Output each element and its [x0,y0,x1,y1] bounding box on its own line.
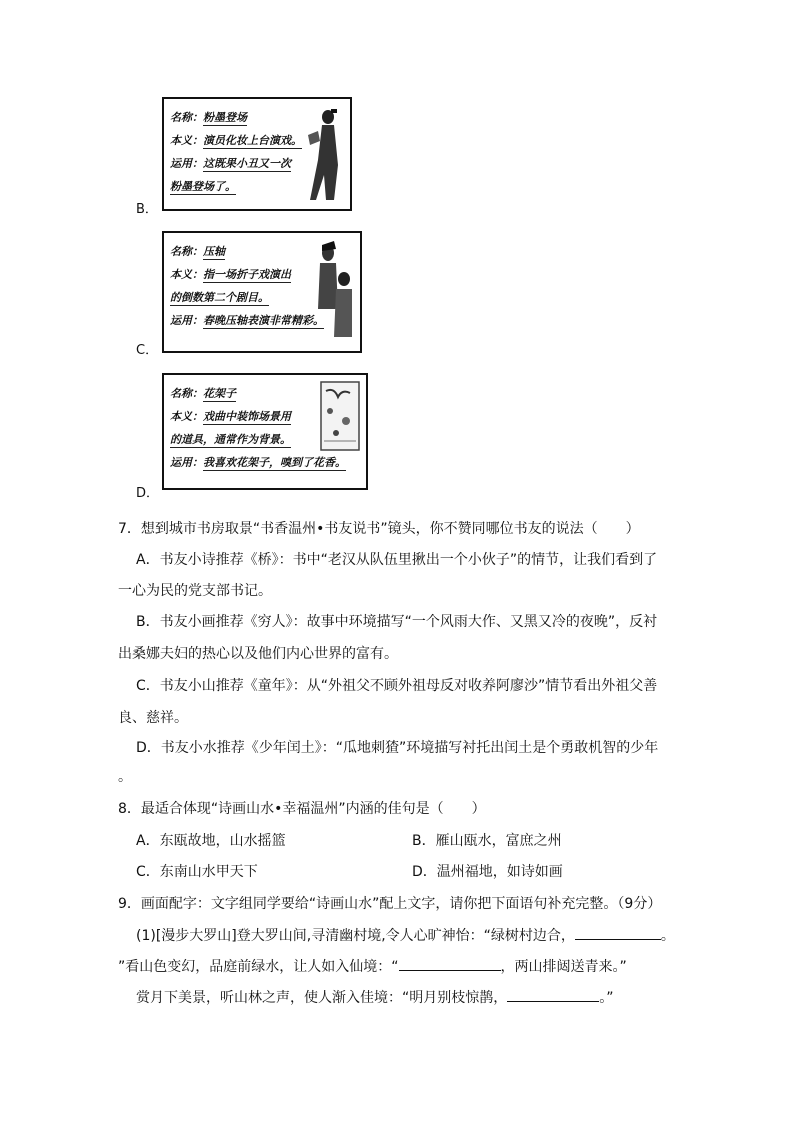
card-d-line-4: 运用：我喜欢花架子，嗅到了花香。 [170,456,346,469]
q9-line-1 [136,926,675,945]
option-d-card [162,373,368,490]
q7-option-c-cont: 良、慈祥。 [118,710,188,726]
card-d-line-2: 本义：戏曲中装饰场景用 [170,410,291,423]
q7-option-a-cont: 一心为民的党支部书记。 [118,583,272,599]
card-c-line-2: 本义：指一场折子戏演出 [170,268,291,281]
q8-stem: 8．最适合体现“诗画山水•幸福温州”内涵的佳句是（ ） [118,801,486,817]
card-b-line-3: 运用：这既果小丑又一次 [170,157,291,170]
q9-stem: 9．画面配字：文字组同学要给“诗画山水”配上文字，请你把下面语句补充完整。（9分） [118,896,662,912]
option-b-card [162,97,352,211]
card-b-line-2: 本义：演员化妆上台演戏。 [170,134,302,147]
opera-performers-icon [314,239,354,339]
q8-option-c[interactable]: C．东南山水甲天下 [136,864,258,880]
q9-line-2 [118,957,627,976]
option-b-letter[interactable]: B． [136,202,158,217]
q7-option-d[interactable]: D．书友小水推荐《少年闰土》：“瓜地刺猹”环境描写衬托出闰土是个勇敢机智的少年 [136,740,659,756]
flower-painting-icon [320,381,360,451]
q8-option-a[interactable]: A．东瓯故地，山水摇篮 [136,833,286,849]
q9-blank-2[interactable] [399,957,501,971]
q7-option-b[interactable]: B．书友小画推荐《穷人》：故事中环境描写“一个风雨大作、又黑又冷的夜晚”，反衬 [136,614,658,630]
q7-option-a[interactable]: A．书友小诗推荐《桥》：书中“老汉从队伍里揪出一个小伙子”的情节，让我们看到了 [136,552,658,568]
option-c-letter[interactable]: C． [136,343,159,358]
q9-blank-1[interactable] [575,926,661,940]
q8-option-d[interactable]: D．温州福地，如诗如画 [412,864,563,880]
option-d-letter[interactable]: D． [136,486,160,501]
q9-line-1-end: 。 [660,928,675,944]
card-c-line-4: 运用：春晚压轴表演非常精彩。 [170,314,324,327]
q9-blank-3[interactable] [507,988,599,1002]
q7-option-d-cont: 。 [118,769,132,785]
option-c-card [162,231,362,353]
card-b-line-4: 粉墨登场了。 [170,180,236,193]
q7-stem: 7．想到城市书房取景“书香温州•书友说书”镜头，你不赞同哪位书友的说法（ ） [118,521,640,537]
q9-line-3 [136,988,614,1007]
card-d-line-1: 名称：花架子 [170,387,236,400]
q9-line-2-text: ”看山色变幻，品庭前绿水，让人如入仙境：“ [118,959,399,975]
q7-option-b-cont: 出桑娜夫妇的热心以及他们内心世界的富有。 [118,646,398,662]
q9-line-1-text: (1)[漫步大罗山]登大罗山间,寻清幽村境,令人心旷神怡：“绿树村边合， [136,928,575,944]
q9-line-3-text: 赏月下美景，听山林之声，使人渐入佳境：“明月别枝惊鹊， [136,990,508,1006]
card-b-line-1: 名称：粉墨登场 [170,111,247,124]
card-c-line-1: 名称：压轴 [170,245,225,258]
q7-option-c[interactable]: C．书友小山推荐《童年》：从“外祖父不顾外祖母反对收养阿廖沙”情节看出外祖父善 [136,678,658,694]
opera-actor-figure-icon [304,105,344,205]
q9-line-2-end: ，两山排闼送青来。” [500,959,627,975]
card-d-line-3: 的道具，通常作为背景。 [170,433,291,446]
q8-option-b[interactable]: B．雁山瓯水，富庶之州 [412,833,562,849]
q9-line-3-end: 。” [599,990,614,1006]
card-c-line-3: 的倒数第二个剧目。 [170,291,269,304]
